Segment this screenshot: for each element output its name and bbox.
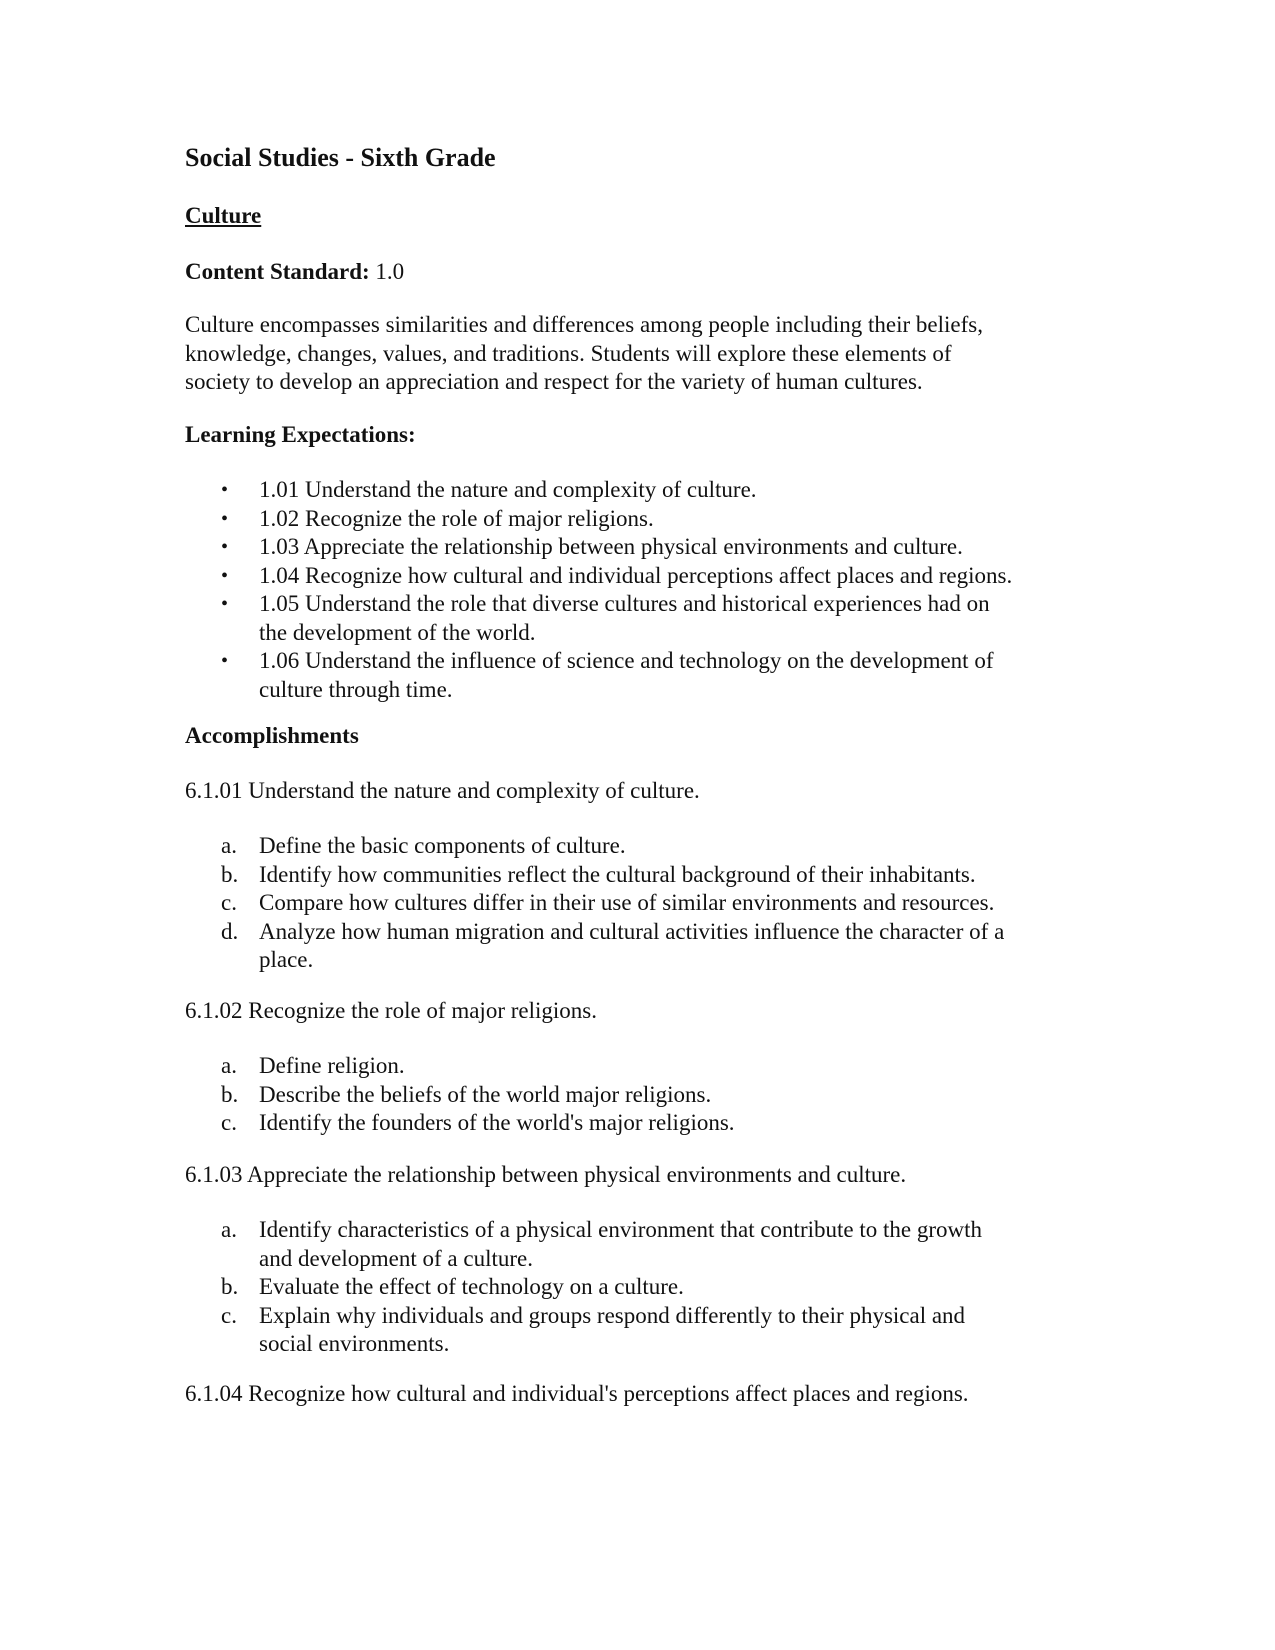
list-item-line: Describe the beliefs of the world major religions. bbox=[259, 1081, 712, 1107]
accomplishment-title: 6.1.02 Recognize the role of major religions. bbox=[185, 998, 597, 1023]
list-item bbox=[185, 1109, 735, 1138]
list-item bbox=[185, 1052, 735, 1081]
list-item-line: culture through time. bbox=[259, 676, 453, 702]
list-item bbox=[185, 889, 1004, 918]
section-heading: Culture bbox=[185, 203, 262, 228]
list-item-line: place. bbox=[259, 947, 314, 972]
accomplishments-heading: Accomplishments bbox=[185, 723, 359, 748]
list-marker: d. bbox=[221, 918, 239, 944]
list-item-line: Identify characteristics of a physical environment that contribute to the growth bbox=[259, 1217, 982, 1242]
list-marker: b. bbox=[221, 1081, 239, 1107]
list-item-line: Identify how communities reflect the cultural background of their inhabitants. bbox=[259, 861, 976, 887]
learning-expectations-list bbox=[185, 476, 1012, 704]
list-item-line: 1.01 Understand the nature and complexity of culture. bbox=[259, 477, 757, 502]
list-item-line: Analyze how human migration and cultural activities influence the character of a bbox=[259, 918, 1005, 944]
list-item-line: Define religion. bbox=[259, 1053, 405, 1078]
list-item bbox=[185, 1302, 982, 1359]
list-item-line: 1.03 Appreciate the relationship between physical environments and culture. bbox=[259, 534, 963, 559]
list-item bbox=[185, 1273, 982, 1302]
bullet-icon: • bbox=[221, 479, 229, 501]
accomplishment-title: 6.1.04 Recognize how cultural and individual's perceptions affect places and regions. bbox=[185, 1381, 969, 1406]
intro-line: society to develop an appreciation and respect for the variety of human cultures. bbox=[185, 369, 923, 394]
list-item-line: Compare how cultures differ in their use of similar environments and resources. bbox=[259, 890, 995, 915]
list-item-line: 1.04 Recognize how cultural and individual perceptions affect places and regions. bbox=[259, 562, 1013, 588]
list-item bbox=[185, 1216, 982, 1273]
list-marker: a. bbox=[221, 1053, 237, 1078]
accomplishment-list bbox=[185, 1052, 735, 1138]
list-marker: a. bbox=[221, 833, 237, 858]
intro-line: knowledge, changes, values, and traditions. Students will explore these elements of bbox=[185, 340, 952, 366]
list-marker: b. bbox=[221, 1274, 239, 1299]
content-standard-label: Content Standard: bbox=[185, 259, 370, 284]
bullet-icon: • bbox=[221, 564, 229, 587]
list-item-line: and development of a culture. bbox=[259, 1245, 533, 1271]
list-marker: c. bbox=[221, 890, 237, 915]
list-item-line: Explain why individuals and groups respond differently to their physical and bbox=[259, 1302, 966, 1328]
list-item bbox=[185, 505, 1012, 534]
intro-paragraph bbox=[185, 311, 983, 397]
list-item bbox=[185, 861, 1004, 890]
list-item-line: Identify the founders of the world's major religions. bbox=[259, 1110, 735, 1135]
bullet-icon: • bbox=[221, 650, 229, 672]
list-item bbox=[185, 647, 1012, 704]
bullet-icon: • bbox=[221, 536, 229, 558]
list-item-line: the development of the world. bbox=[259, 619, 536, 645]
intro-line: Culture encompasses similarities and differences among people including their beliefs, bbox=[185, 312, 983, 337]
accomplishment-title: 6.1.03 Appreciate the relationship between physical environments and culture. bbox=[185, 1162, 907, 1187]
list-marker: c. bbox=[221, 1302, 237, 1328]
bullet-icon: • bbox=[221, 593, 229, 615]
learning-expectations-heading: Learning Expectations: bbox=[185, 422, 416, 447]
list-item bbox=[185, 1081, 735, 1110]
bullet-icon: • bbox=[221, 507, 229, 530]
list-marker: a. bbox=[221, 1217, 237, 1242]
list-item bbox=[185, 533, 1012, 562]
list-item bbox=[185, 562, 1012, 591]
list-item bbox=[185, 832, 1004, 861]
accomplishment-title: 6.1.01 Understand the nature and complexity of culture. bbox=[185, 778, 700, 803]
content-standard-value: 1.0 bbox=[375, 259, 405, 284]
page-title: Social Studies - Sixth Grade bbox=[185, 143, 496, 172]
list-item-line: Evaluate the effect of technology on a culture. bbox=[259, 1274, 684, 1299]
list-item-line: Define the basic components of culture. bbox=[259, 833, 626, 858]
content-standard bbox=[185, 258, 404, 287]
list-marker: c. bbox=[221, 1110, 237, 1135]
list-item-line: 1.06 Understand the influence of science and technology on the development of bbox=[259, 648, 994, 673]
list-item bbox=[185, 476, 1012, 505]
list-item bbox=[185, 918, 1004, 975]
list-item bbox=[185, 590, 1012, 647]
list-item-line: 1.02 Recognize the role of major religions. bbox=[259, 505, 654, 531]
list-marker: b. bbox=[221, 861, 239, 887]
list-item-line: 1.05 Understand the role that diverse cultures and historical experiences had on bbox=[259, 591, 990, 616]
list-item-line: social environments. bbox=[259, 1331, 450, 1356]
accomplishment-list bbox=[185, 1216, 982, 1359]
accomplishment-list bbox=[185, 832, 1004, 975]
